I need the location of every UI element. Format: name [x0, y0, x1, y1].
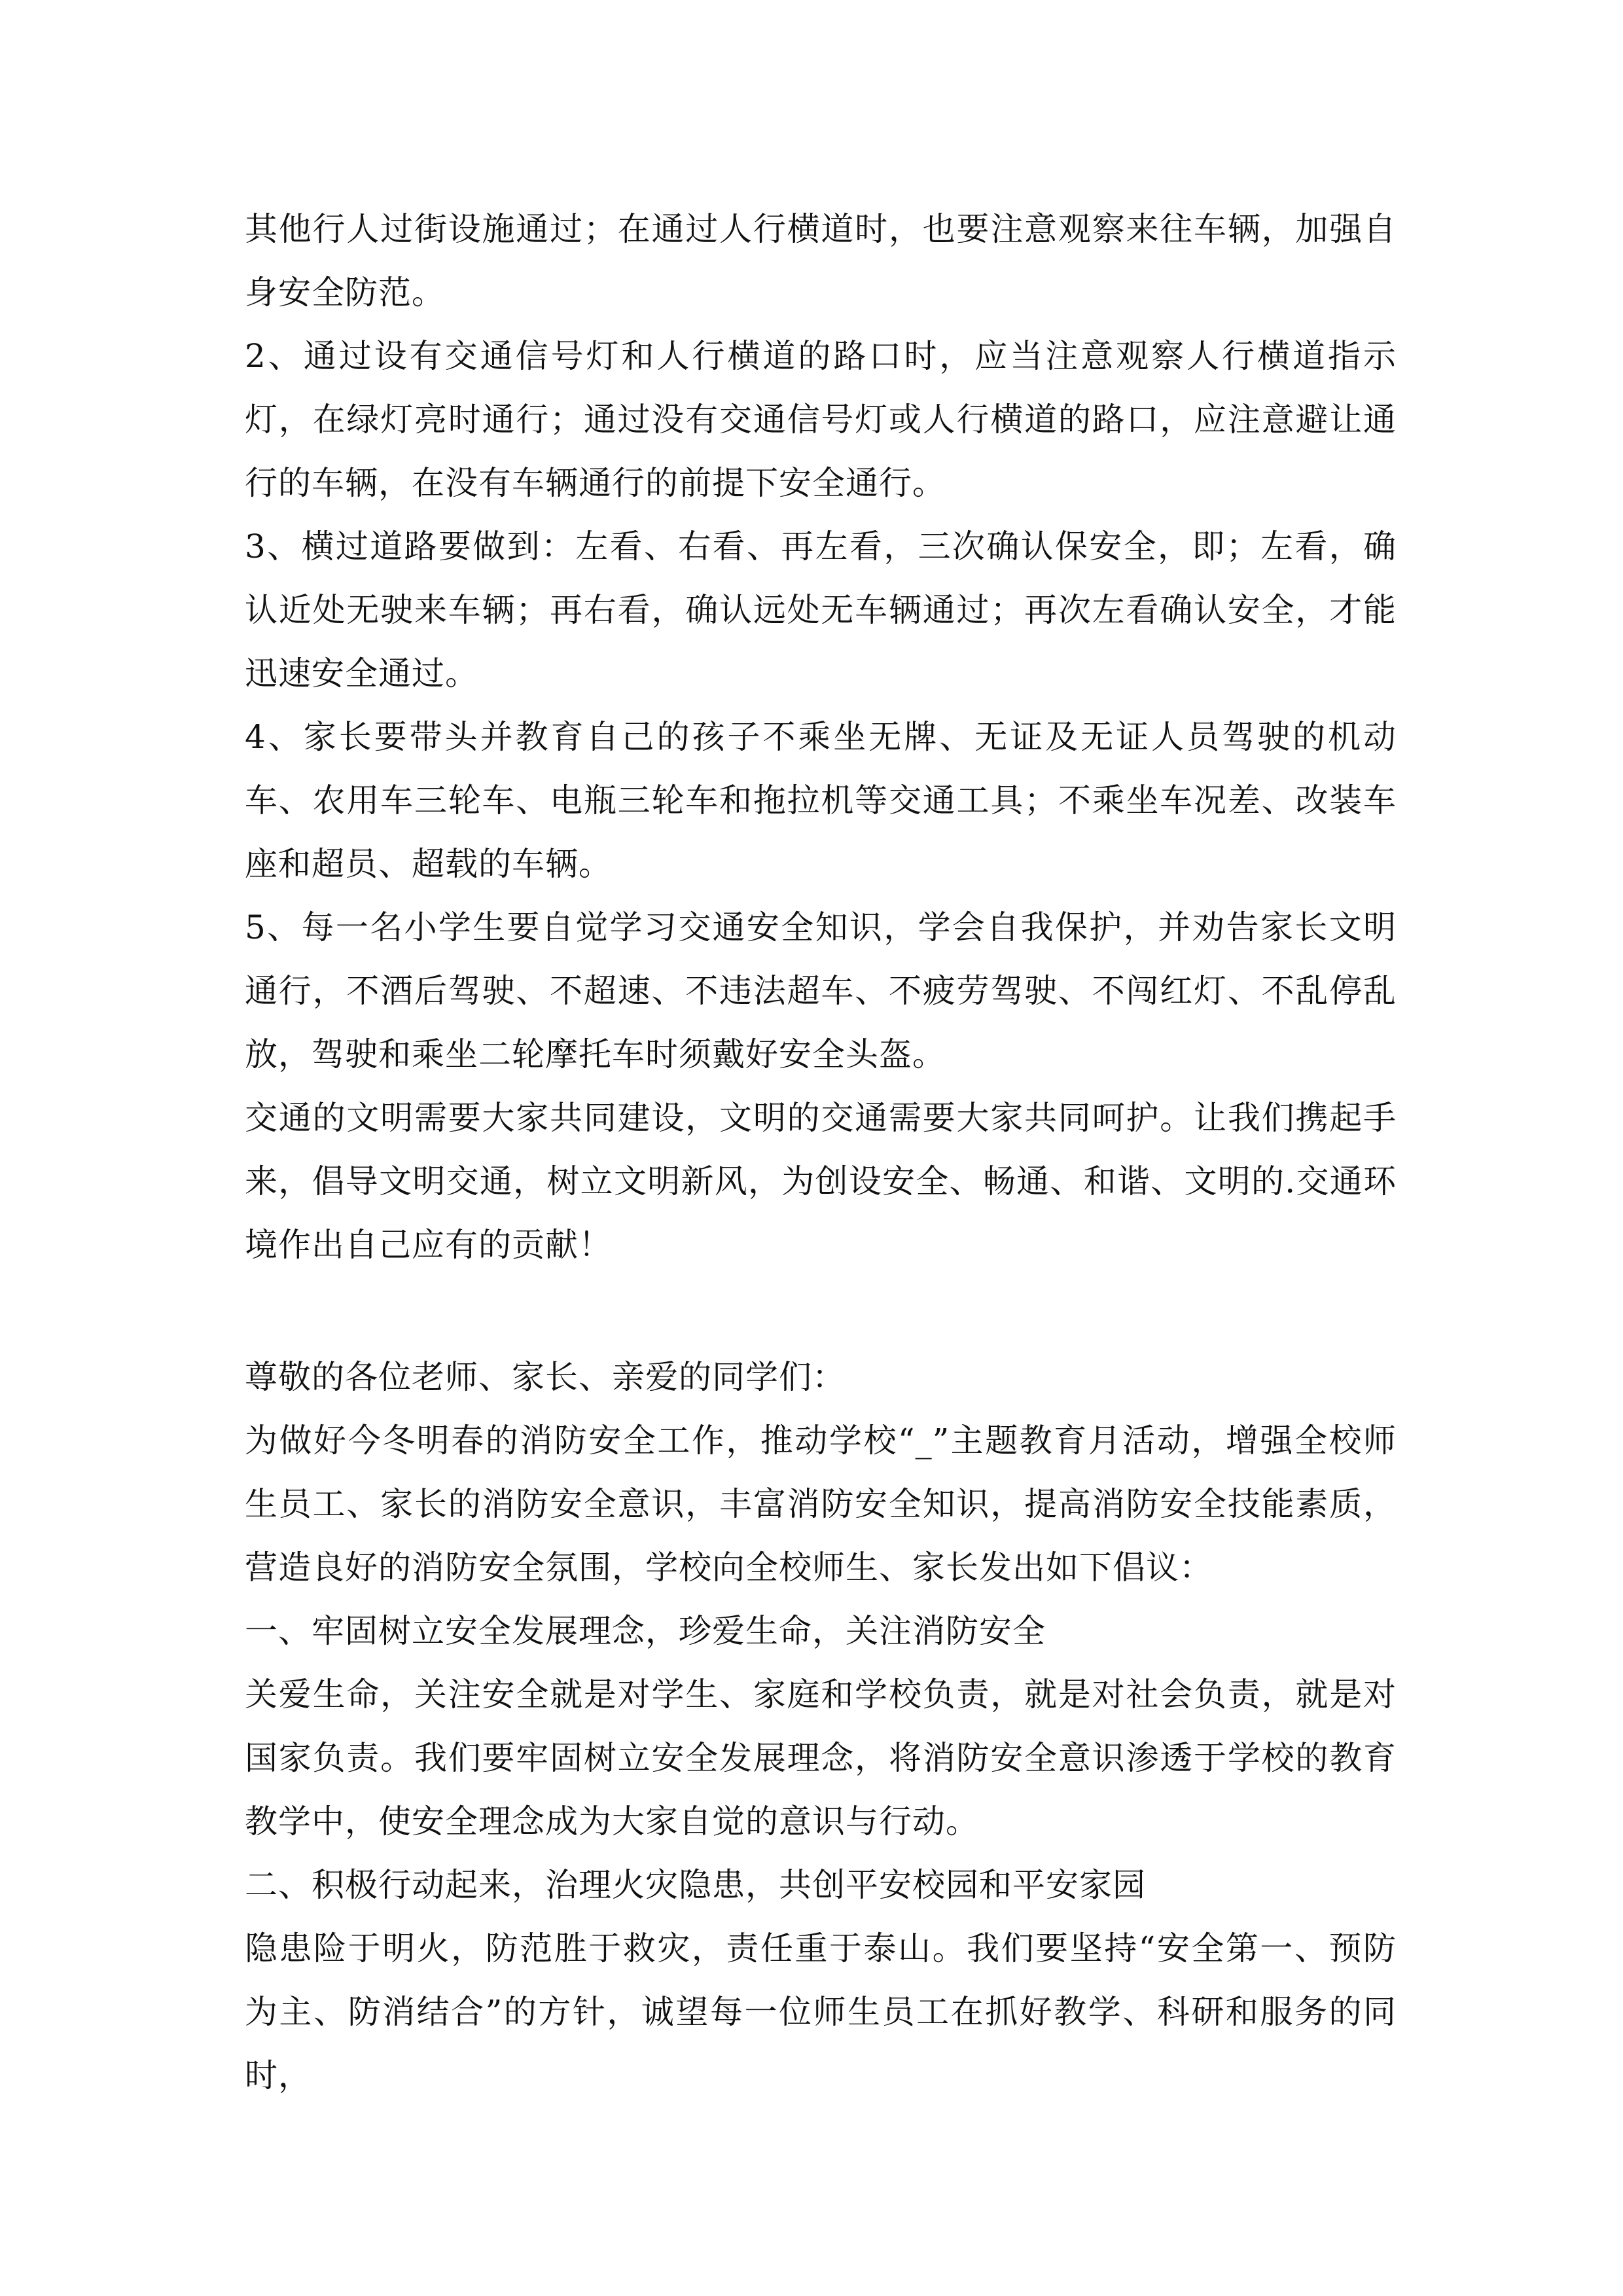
paragraph-traffic-closing: 交通的文明需要大家共同建设，文明的交通需要大家共同呵护。让我们携起手来，倡导文明交通，树立文明新风，为创设安全、畅通、和谐、文明的.交通环境作出自己应有的贡献！	[245, 1099, 1397, 1264]
paragraph-pedestrian-facilities: 其他行人过街设施通过；在通过人行横道时，也要注意观察来往车辆，加强自身安全防范。	[245, 210, 1397, 312]
fire-safety-section	[245, 1346, 1397, 2108]
paragraph-fire-intro: 为做好今冬明春的消防安全工作，推动学校“_”主题教育月活动，增强全校师生员工、家长的消防安全意识，丰富消防安全知识，提高消防安全技能素质，营造良好的消防安全氛围，学校向全校师生、家长发出如下倡议：	[245, 1422, 1397, 1587]
paragraph-section-two: 隐患险于明火，防范胜于救灾，责任重于泰山。我们要坚持“安全第一、预防为主、防消结合”的方针，诚望每一位师生员工在抓好教学、科研和服务的同时，	[245, 1929, 1397, 2094]
paragraph-item-5: 5、每一名小学生要自觉学习交通安全知识，学会自我保护，并劝告家长文明通行，不酒后驾驶、不超速、不违法超车、不疲劳驾驶、不闯红灯、不乱停乱放，驾驶和乘坐二轮摩托车时须戴好安全头盔。	[245, 908, 1397, 1073]
paragraph-item-3: 3、横过道路要做到：左看、右看、再左看，三次确认保安全，即；左看，确认近处无驶来车辆；再右看，确认远处无车辆通过；再次左看确认安全，才能迅速安全通过。	[245, 528, 1397, 692]
salutation: 尊敬的各位老师、家长、亲爱的同学们：	[245, 1358, 846, 1396]
heading-section-one: 一、牢固树立安全发展理念，珍爱生命，关注消防安全	[245, 1612, 1046, 1650]
paragraph-item-4: 4、家长要带头并教育自己的孩子不乘坐无牌、无证及无证人员驾驶的机动车、农用车三轮车、电瓶三轮车和拖拉机等交通工具；不乘坐车况差、改装车座和超员、超载的车辆。	[245, 718, 1397, 883]
paragraph-item-2: 2、通过设有交通信号灯和人行横道的路口时，应当注意观察人行横道指示灯，在绿灯亮时通行；通过没有交通信号灯或人行横道的路口，应注意避让通行的车辆，在没有车辆通行的前提下安全通行。	[245, 337, 1397, 502]
heading-section-two: 二、积极行动起来，治理火灾隐患，共创平安校园和平安家园	[245, 1866, 1146, 1904]
traffic-safety-section	[245, 198, 1397, 1277]
paragraph-section-one: 关爱生命，关注安全就是对学生、家庭和学校负责，就是对社会负责，就是对国家负责。我们要牢固树立安全发展理念，将消防安全意识渗透于学校的教育教学中，使安全理念成为大家自觉的意识与行动。	[245, 1676, 1397, 1840]
